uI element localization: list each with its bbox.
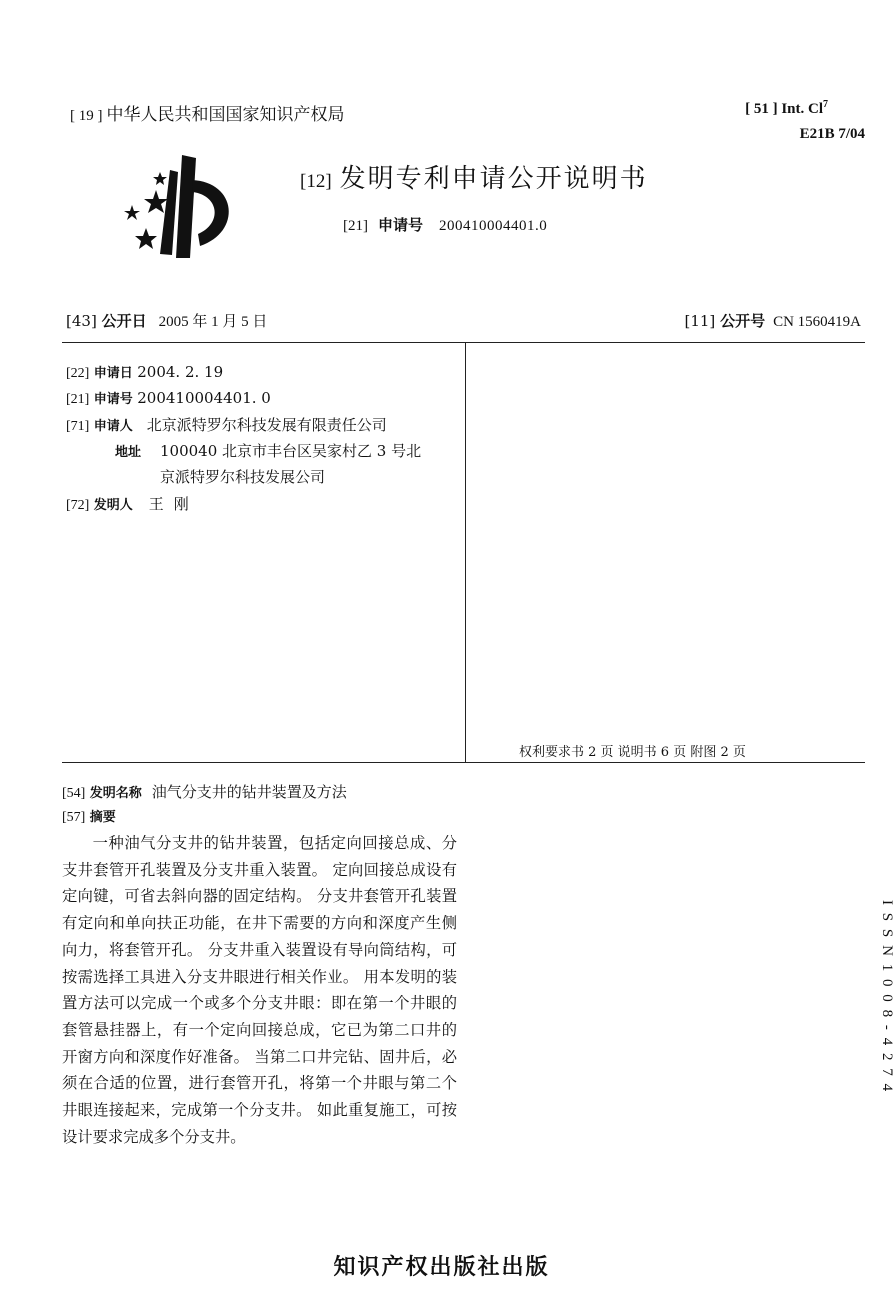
inventor: [72] 发明人 王刚 <box>66 495 199 513</box>
document-type: [12] 发明专利申请公开说明书 <box>300 164 648 194</box>
bottom-divider <box>62 762 865 763</box>
page-count-info: 权利要求书 2 页 说明书 6 页 附图 2 页 <box>519 745 746 760</box>
application-number: [21] 申请号 200410004401. 0 <box>66 389 271 407</box>
address-line-2: 京派特罗尔科技发展公司 <box>160 468 326 486</box>
issn: ISSN1008-4274 <box>879 900 895 1099</box>
column-divider <box>465 343 466 763</box>
office-code: [ 19 ] <box>70 108 103 124</box>
address-line-1: 100040 北京市丰台区吴家村乙 3 号北 <box>160 442 422 460</box>
invention-title: [54] 发明名称 油气分支井的钻井装置及方法 <box>62 783 347 801</box>
publication-date: [43] 公开日 2005 年 1 月 5 日 <box>66 312 268 330</box>
ipc-code: E21B 7/04 <box>799 126 865 142</box>
application-number-header: [21] 申请号 200410004401.0 <box>343 216 548 234</box>
office-name: [ 19 ] 中华人民共和国国家知识产权局 <box>70 105 345 125</box>
abstract-heading: [57] 摘要 <box>62 810 116 825</box>
address-label: 地址 <box>115 445 142 460</box>
publisher: 知识产权出版社出版 <box>333 1255 550 1280</box>
doc-type-code: [12] <box>300 171 332 192</box>
filing-date: [22] 申请日 2004. 2. 19 <box>66 363 224 381</box>
top-divider <box>62 342 865 343</box>
patent-office-emblem-icon <box>112 150 252 265</box>
int-cl-label: [ 51 ] Int. Cl$^7$ <box>745 99 828 117</box>
applicant: [71] 申请人 北京派特罗尔科技发展有限责任公司 <box>66 416 387 434</box>
publication-number: [11] 公开号 CN 1560419A <box>684 312 861 330</box>
abstract-text: 一种油气分支井的钻井装置，包括定向回接总成、分支井套管开孔装置及分支井重入装置。 定向回接总成设有定向键，可省去斜向器的固定结构。 分支井套管开孔装置有定向和单向扶正功能，在井下需要的方向和深度产生侧向力，将套管开孔。 分支井重入装置设有导向筒结构，可按需选择工具进入分支井眼进行相关作业。 用本发明的装置方法可以完成一个或多个分支井眼：即在第一个井眼的套管悬挂器上，有一个定向回接总成，它已为第二口井的开窗方向和深度作好准备。 当第二口井完钻、固井后，必须在合适的位置，进行套管开孔，将第一个井眼与第二个井眼连接起来，完成第一个分支井。 如此重复施工，可按设计要求完成多个分支井。 <box>62 834 457 1146</box>
